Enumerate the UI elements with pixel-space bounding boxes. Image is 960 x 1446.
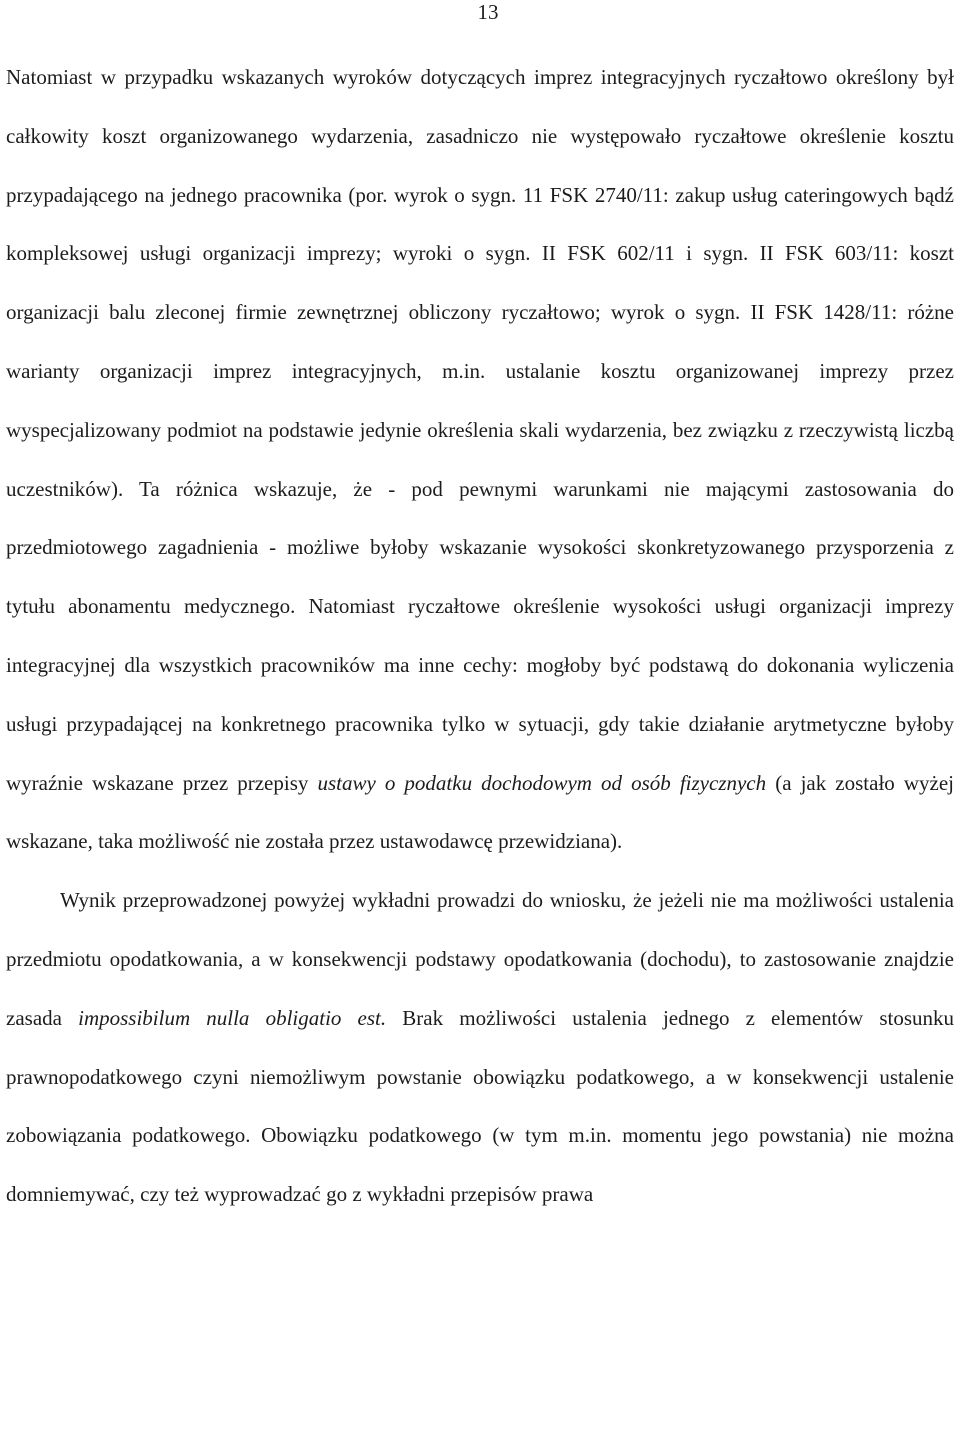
paragraph-imprezy-integracyjne — [6, 48, 954, 871]
page-number: 13 — [477, 0, 499, 24]
paragraph-text: Wynik przeprowadzonej powyżej wykładni prowadzi do wniosku, że jeżeli nie ma możliwości ustalenia przedmiotu opodatkowania, a w konsekwencji podstawy opodatkowania (dochodu), to zastosowanie znajdzie zasada — [6, 888, 954, 1030]
act-title-italic: ustawy o podatku dochodowym od osób fizycznych — [317, 770, 767, 795]
paragraph-text-end: Brak możliwości ustalenia jednego z elementów stosunku prawnopodatkowego czyni niemożliwym powstanie obowiązku podatkowego, a w konsekwencji ustalenie zobowiązania podatkowego. Obowiązku podatkowego (w tym m.in. momentu jego powstania) nie można domniemywać, czy też wyprowadzać go z wykładni przepisów prawa — [6, 1005, 954, 1207]
paragraph-text-end: (a jak zostało wyżej wskazane, taka możliwość nie została przez ustawodawcę przewidziana). — [6, 770, 955, 854]
paragraph-text: Natomiast w przypadku wskazanych wyroków dotyczących imprez integracyjnych ryczałtowo określony był całkowity koszt organizowanego wydarzenia, zasadniczo nie występowało ryczałtowe określenie kosztu przypadającego na jednego pracownika (por. wyrok o sygn. 11 FSK 2740/11: zakup usług cateringowych bądź kompleksowej usługi organizacji imprezy; wyroki o sygn. II FSK 602/11 i sygn. II FSK 603/11: koszt organizacji balu zleconej firmie zewnętrznej obliczony ryczałtowo; wyrok o sygn. II FSK 1428/11: różne warianty organizacji imprez integracyjnych, m.in. ustalanie kosztu organizowanej imprezy przez wyspecjalizowany podmiot na podstawie jedynie określenia skali wydarzenia, bez związku z rzeczywistą liczbą uczestników). Ta różnica wskazuje, że - pod pewnymi warunkami nie mającymi zastosowania do przedmiotowego zagadnienia - możliwe byłoby wskazanie wysokości skonkretyzowanego przysporzenia z tytułu abonamentu medycznego. Natomiast ryczałtowe określenie wysokości usługi organizacji imprezy integracyjnej dla wszystkich pracowników ma inne cechy: mogłoby być podstawą do dokonania wyliczenia usługi przypadającej na konkretnego pracownika tylko w sytuacji, gdy takie działanie arytmetyczne byłoby wyraźnie wskazane przez przepisy — [6, 65, 954, 795]
latin-maxim-italic: impossibilum nulla obligatio est. — [78, 1005, 387, 1030]
paragraph-wynik-wykladni — [6, 871, 954, 1224]
document-body — [6, 48, 954, 1224]
